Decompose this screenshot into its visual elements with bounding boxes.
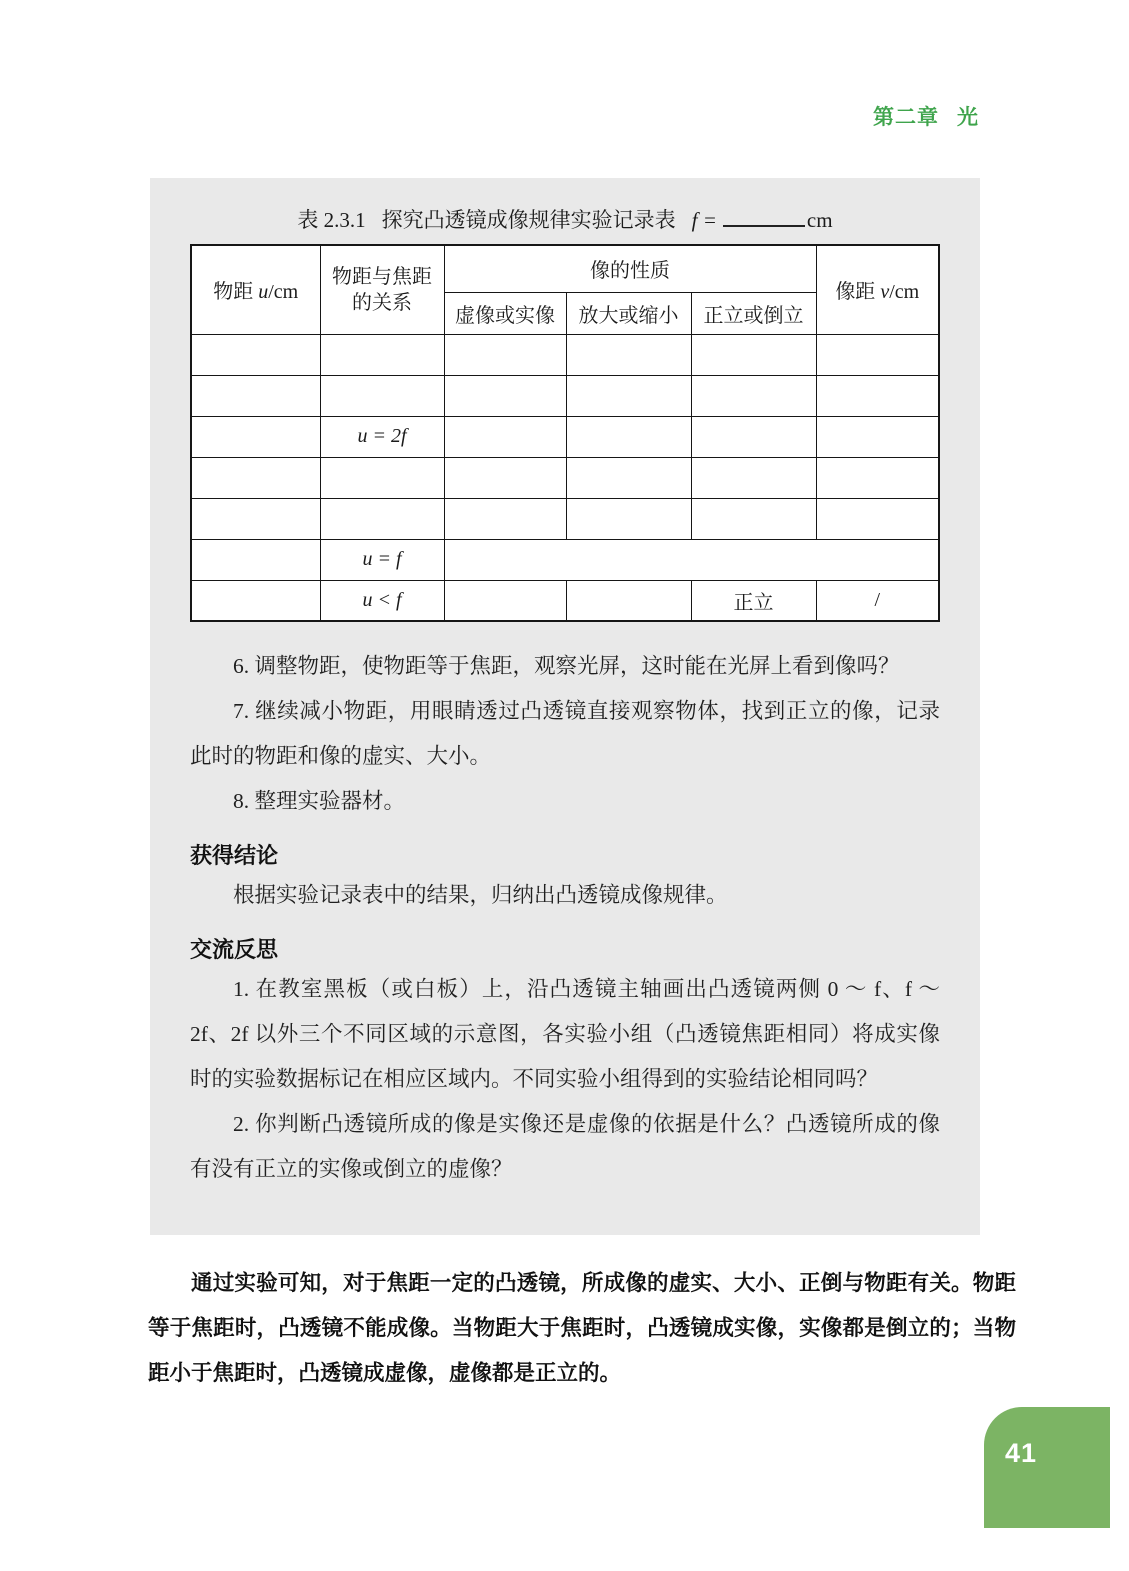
header-magnified-reduced: 放大或缩小 xyxy=(566,292,691,334)
conclusion-heading: 获得结论 xyxy=(190,843,279,868)
header-upright-inverted: 正立或倒立 xyxy=(691,292,816,334)
step-7: 7. 继续减小物距，用眼睛透过凸透镜直接观察物体，找到正立的像，记录此时的物距和像的虚实、大小。 xyxy=(190,699,941,768)
chapter-title: 光 xyxy=(957,106,979,129)
reflection-heading: 交流反思 xyxy=(190,937,279,962)
experiment-steps xyxy=(190,644,940,824)
table-row xyxy=(191,498,939,539)
table-caption-title: 探究凸透镜成像规律实验记录表 xyxy=(381,208,676,232)
header-virtual-real: 虚像或实像 xyxy=(444,292,566,334)
table-row: u = 2f xyxy=(191,416,939,457)
table-row-u-equals-f: u = f xyxy=(191,539,939,580)
step-6: 6. 调整物距，使物距等于焦距，观察光屏，这时能在光屏上看到像吗？ xyxy=(233,654,900,678)
focal-length-unit: cm xyxy=(806,208,833,232)
lesson-summary: 通过实验可知，对于焦距一定的凸透镜，所成像的虚实、大小、正倒与物距有关。物距等于焦距时，凸透镜不能成像。当物距大于焦距时，凸透镜成实像，实像都是倒立的；当物距小于焦距时，凸透镜成虚像，虚像都是正立的。 xyxy=(148,1271,1016,1385)
page-number: 41 xyxy=(1005,1438,1038,1468)
experiment-record-table xyxy=(190,244,940,622)
reflection-item-2: 2. 你判断凸透镜所成的像是实像还是虚像的依据是什么？凸透镜所成的像有没有正立的实像或倒立的虚像？ xyxy=(190,1112,941,1181)
table-row-u-less-f: u < f 正立 / xyxy=(191,580,939,621)
reflection-item-1: 1. 在教室黑板（或白板）上，沿凸透镜主轴画出凸透镜两侧 0 ～ f、f ～ 2f、2f 以外三个不同区域的示意图，各实验小组（凸透镜焦距相同）将成实像时的实验数据标记在相应区域内。不同实验小组得到的实验结论相同吗？ xyxy=(190,977,941,1091)
table-caption xyxy=(190,204,940,236)
focal-length-label: f = xyxy=(691,208,717,232)
header-relation: 物距与焦距 的关系 xyxy=(320,245,444,334)
page-number-tab xyxy=(984,1407,1110,1528)
conclusion-text: 根据实验记录表中的结果，归纳出凸透镜成像规律。 xyxy=(233,883,728,907)
table-caption-number: 表 2.3.1 xyxy=(297,208,366,232)
header-image-distance: 像距 v/cm xyxy=(816,245,939,334)
activity-panel xyxy=(150,178,980,1235)
chapter-label: 第二章 xyxy=(873,106,939,129)
table-row xyxy=(191,375,939,416)
chapter-header xyxy=(873,101,979,131)
table-row xyxy=(191,457,939,498)
header-image-nature: 像的性质 xyxy=(444,245,816,292)
focal-length-blank xyxy=(723,224,805,227)
step-8: 8. 整理实验器材。 xyxy=(233,789,406,813)
table-row xyxy=(191,334,939,375)
header-object-distance: 物距 u/cm xyxy=(191,245,320,334)
